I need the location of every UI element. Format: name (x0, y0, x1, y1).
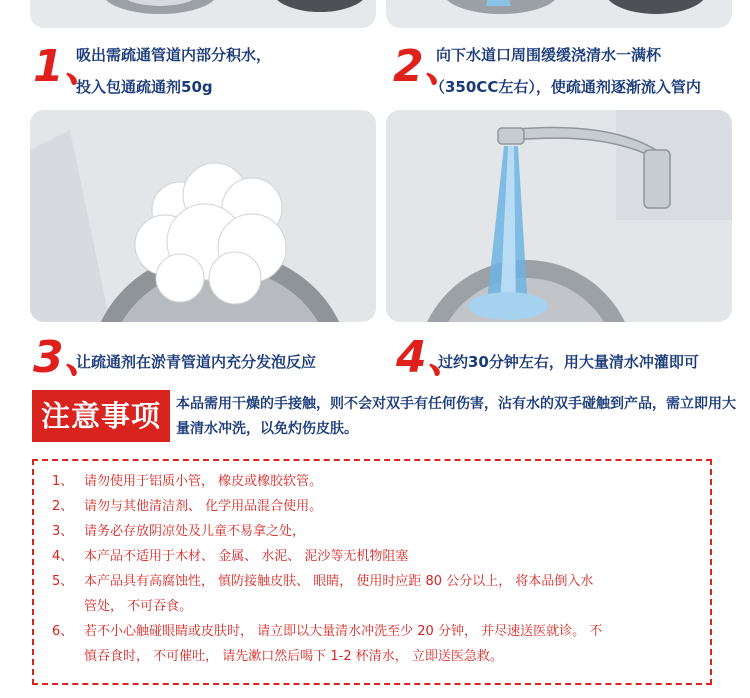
step-3-number: 3、 (33, 332, 108, 383)
caution-text: 本品需用干燥的手接触，则不会对双手有任何伤害，沾有水的双手碰触到产品，需立即用大量清水冲洗，以免灼伤皮肤。 (176, 396, 736, 437)
item-6-text: 若不小心触碰眼睛或皮肤时， 请立即以大量清水冲洗至少 20 分钟， 并尽速送医就诊。 不 (84, 624, 603, 639)
item-4-number: 4、 (52, 549, 74, 564)
step-1-line-2: 投入包通疏通剂50g (76, 78, 213, 96)
step-2-line-2: （350CC左右），使疏通剂逐渐流入管内 (430, 78, 701, 96)
step-4-number: 4、 (396, 332, 471, 383)
step-4-line-1: 过约30分钟左右，用大量清水冲灌即可 (438, 353, 699, 371)
step-1-illustration (30, 110, 376, 322)
item-6-text-cont: 慎吞食时， 不可催吐， 请先漱口然后喝下 1-2 杯清水， 立即送医急救。 (84, 649, 503, 664)
faucet-water-image (386, 110, 732, 322)
notice-list (32, 459, 712, 685)
step-1-line-1: 吸出需疏通管道内部分积水， (76, 46, 272, 64)
item-2-text: 请勿与其他清洁剂、 化学用品混合使用。 (84, 499, 323, 514)
top-left-panel (30, 0, 376, 28)
drain-powder-image (30, 110, 376, 322)
step-2-line-1: 向下水道口周围缓缓浇清水一满杯 (436, 46, 662, 64)
item-5-text-cont: 管处， 不可吞食。 (84, 599, 193, 614)
top-right-illustration (386, 0, 732, 28)
step-2-illustration (386, 110, 732, 322)
caution-title: 注意事项 (32, 390, 170, 442)
item-2-number: 2、 (52, 499, 74, 514)
item-6-number: 6、 (52, 624, 74, 639)
step-2-number: 2、 (393, 41, 468, 92)
top-left-illustration (30, 0, 376, 28)
step-1-number: 1、 (33, 41, 108, 92)
item-3-number: 3、 (52, 524, 74, 539)
item-1-text: 请勿使用于铝质小管， 橡皮或橡胶软管。 (84, 474, 323, 489)
item-3-text: 请务必存放阴凉处及儿童不易拿之处， (84, 524, 306, 539)
item-4-text: 本产品不适用于木材、 金属、 水泥、 泥沙等无机物阻塞 (84, 549, 409, 564)
item-1-number: 1、 (52, 474, 74, 489)
top-right-panel (386, 0, 732, 28)
step-3-line-1: 让疏通剂在淤青管道内充分发泡反应 (76, 353, 317, 371)
item-5-number: 5、 (52, 574, 74, 589)
item-5-text: 本产品具有高腐蚀性， 慎防接触皮肤、 眼睛， 使用时应距 80 公分以上， 将本品倒入水 (84, 574, 594, 589)
